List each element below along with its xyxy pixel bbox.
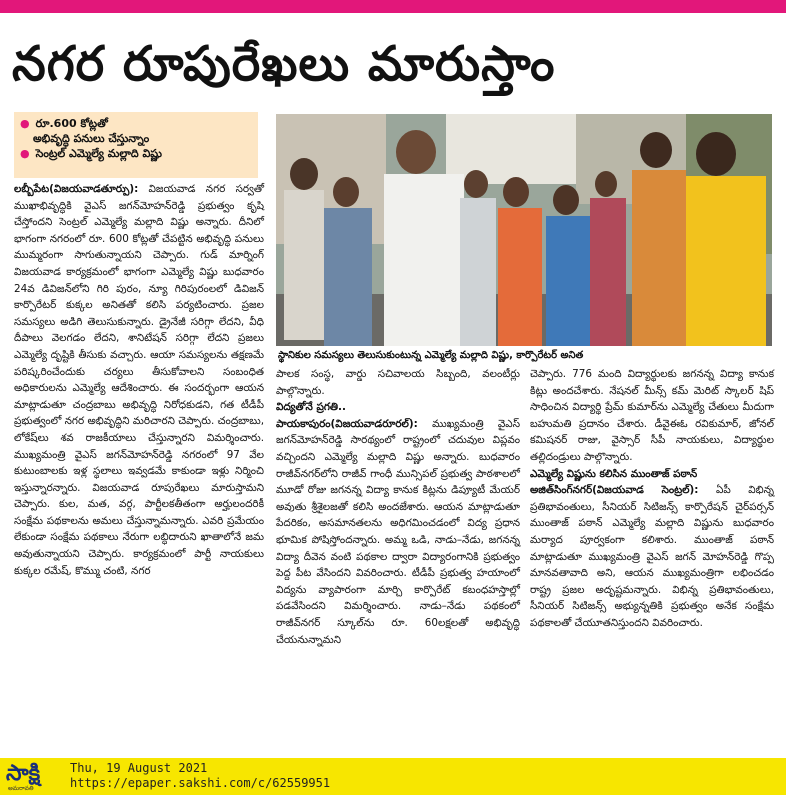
dateline: అజిత్‌సింగ్‌నగర్(విజయవాడ సెంట్రల్): <box>530 484 699 497</box>
article-paragraph <box>14 181 264 579</box>
highlight-text: సెంట్రల్ ఎమ్మెల్యే మల్లాది విష్ణు <box>35 147 162 160</box>
news-photo-illustration <box>276 114 772 346</box>
paragraph-text: పాలక సంస్థ, వార్డు సచివాలయ సిబ్బంది, వలంటీర్లు పాల్గొన్నారు. <box>276 368 520 397</box>
footer-bar <box>0 758 786 795</box>
dateline: లబ్బీపేట(విజయవాడతూర్పు): <box>14 183 139 195</box>
highlight-text-cont: అభివృద్ధి పనులు చేస్తున్నాం <box>33 132 150 145</box>
highlights-box <box>14 112 258 178</box>
subheading: విద్యతోనే ప్రగతి.. <box>276 401 346 414</box>
photo-caption: స్థానికుల సమస్యలు తెలుసుకుంటున్న ఎమ్మెల్యే మల్లాది విష్ణు, కార్పొరేటర్ అనిత <box>278 350 584 361</box>
subheading: ఎమ్మెల్యే విష్ణును కలిసిన ముంతాజ్ పఠాన్ <box>530 467 698 480</box>
headline: నగర రూపురేఖలు మారుస్తాం <box>12 36 556 92</box>
paragraph-text: విజయవాడ నగర సర్వతో ముఖాభివృద్ధికి వైఎస్ జగన్‌మోహన్‌రెడ్డి ప్రభుత్వం కృషి చేస్తోందని సెంట్రల్ ఎమ్మెల్యే మల్లాది విష్ణు అన్నారు. దీనిలో భాగంగా నగరంలో రూ. 600 కోట్లతో చేపట్టిన అభివృద్ధి పనులు ముమ్మరంగా సాగుతున్నాయని చెప్పారు. గుడ్ మార్నింగ్ విజయవాడ కార్యక్రమంలో భాగంగా ఎమ్మెల్యే విష్ణు బుధవారం 24వ డివిజన్‌లోని గిరి పురం, న్యూ గిరిపురంలలో డివిజన్ కార్పొరేటర్ కుక్కల అనితతో కలిసి పర్యటించారు. ప్రజల సమస్యలు అడిగి తెలుసుకున్నారు. డ్రైనేజీ సరిగ్గా లేదని, వీధి దీపాలు వెలగడం లేదని, శానిటేషన్ సరిగ్గా లేదని ప్రజలు ఎమ్మెల్యే దృష్టికి తీసుకు వచ్చారు. ఆయా సమస్యలను తక్షణమే పరిష్కరించేందుకు చర్యలు తీసుకోవాలని సంబంధిత అధికారులను ఎమ్మెల్యే ఆదేశించారు. ఈ సందర్భంగా ఆయన మాట్లాడుతూ చంద్రబాబు అభివృద్ధి నిరోధకుడని, గత టీడీపీ ప్రభుత్వంలో నగర అభివృద్ధిని మరిచారని చెప్పారు. చంద్రబాబు, లోకేష్‌లు శవ రాజకీయాలు చేస్తున్నారని విమర్శించారు. ముఖ్యమంత్రి వైఎస్ జగన్‌మోహన్‌రెడ్డి నగరంలో 97 వేల కుటుంబాలకు ఇళ్ల స్థలాలు ఇవ్వడమే కాకుండా ఇళ్లు నిర్మించి ఇస్తున్నారన్నారు. విజయవాడ రూపురేఖలు మారుస్తామని చెప్పారు. కుల, మత, వర్గ, పార్టీలకతీతంగా అర్హులందరికీ సంక్షేమ పథకాలను అమలు చేస్తున్నామన్నారు. ఎవరి ప్రమేయం లేకుండా సంక్షేమ పథకాలు నేరుగా లబ్ధిదారుని ఖాతాలోనే జమ అవుతున్నాయని చెప్పారు. కార్యక్రమంలో పార్టీ నాయకులు కుక్కల రమేష్, కొమ్ము చంటి, నగర <box>14 183 264 577</box>
top-accent-bar <box>0 0 786 13</box>
epaper-link[interactable]: https://epaper.sakshi.com/c/62559951 <box>70 776 331 790</box>
edition-date: Thu, 19 August 2021 <box>70 761 208 775</box>
article-paragraph <box>530 482 774 631</box>
paragraph-text: చెప్పారు. 776 మంది విద్యార్థులకు జగనన్న విద్యా కానుక కిట్లు అందచేశారు. నేషనల్ మీన్స్ కమ్ మెరిట్ స్కాలర్ షిప్ సాధించిన విద్యార్థి ప్రేమ్ కుమార్‌ను ఎమ్మెల్యే చేతులు మీదుగా బహుమతి ప్రదానం చేశారు. డీవైఈఓ రవికుమార్, జోనల్ కమిషనర్ రాజు, వైస్సార్ సీపీ నాయకులు, విద్యార్థుల తల్లిదండ్రులు పాల్గొన్నారు. <box>530 368 774 463</box>
article-column-1 <box>14 181 264 579</box>
sakshi-logo <box>6 762 62 791</box>
paragraph-text: ముఖ్యమంత్రి వైఎస్ జగన్‌మోహన్‌రెడ్డి సారథ్యంలో రాష్ట్రంలో చదువుల విప్లవం వచ్చిందని ఎమ్మెల్యే మల్లాది విష్ణు అన్నారు. బుధవారం రాజీవ్‌నగర్‌లోని రాజీవ్ గాంధీ మున్సిపల్ ప్రభుత్వ పాఠశాలలో మూడో రోజు జగనన్న విద్యా కానుక కిట్లను డిప్యూటీ మేయర్ అవుతు శ్రీశైలజతో కలిసి అందజేశారు. ఆయన మాట్లాడుతూ పేదరికం, అసమానతలను అధిగమించడంలో విద్య ప్రధాన భూమిక పోషిస్తోందన్నారు. అమ్మ ఒడి, నాడు–నేడు, జగనన్న విద్యా దీవెన వంటి పథకాల ద్వారా విద్యారంగానికి ప్రభుత్వం పెద్ద పీట వేసిందని వివరించారు. టీడీపీ ప్రభుత్వ హయాంలో విద్యను వ్యాపారంగా మార్చి కార్పొరేట్ కబంధహస్తాల్లో పడవేసిందని విమర్శించారు. నాడు–నేడు పథకంలో రాజీవ్‌నగర్ స్కూల్‌ను రూ. 60లక్షలతో అభివృద్ధి చేయనున్నామని <box>276 417 520 646</box>
highlight-item <box>20 116 252 131</box>
highlight-text: రూ.600 కోట్లతో <box>35 117 108 130</box>
article-column-3 <box>530 366 774 632</box>
logo-text: సాక్షి <box>6 761 41 786</box>
bullet-dot-icon: ● <box>20 147 30 160</box>
article-paragraph <box>276 416 520 648</box>
dateline: పాయకాపురం(విజయవాడరూరల్): <box>276 417 418 430</box>
highlight-item <box>20 146 252 161</box>
article-column-2 <box>276 366 520 648</box>
bullet-dot-icon: ● <box>20 117 30 130</box>
paragraph-text: ఏపీ విభిన్న ప్రతిభావంతులు, సీనియర్ సిటిజన్స్ కార్పొరేషన్ చైర్‌పర్సన్ ముంతాజ్ పఠాన్ ఎమ్మెల్యే మల్లాది విష్ణును బుధవారం మర్యాద పూర్వకంగా కలిశారు. ముంతాజ్ పఠాన్ మాట్లాడుతూ ముఖ్యమంత్రి వైఎస్ జగన్ మోహన్‌రెడ్డి గొప్ప మానవతావాది అని, ఆయన ముఖ్యమంత్రిగా లభించడం రాష్ట్ర ప్రజల అదృష్టమన్నారు. విభిన్న ప్రతిభావంతులు, సీనియర్ సిటిజన్స్ అభ్యున్నతికి ప్రభుత్వం అనేక సంక్షేమ పథకాలతో చేయూతనిస్తుందని వివరించారు. <box>530 484 774 629</box>
logo-subtext: అమరావతి <box>8 785 34 792</box>
news-photo <box>276 114 772 346</box>
